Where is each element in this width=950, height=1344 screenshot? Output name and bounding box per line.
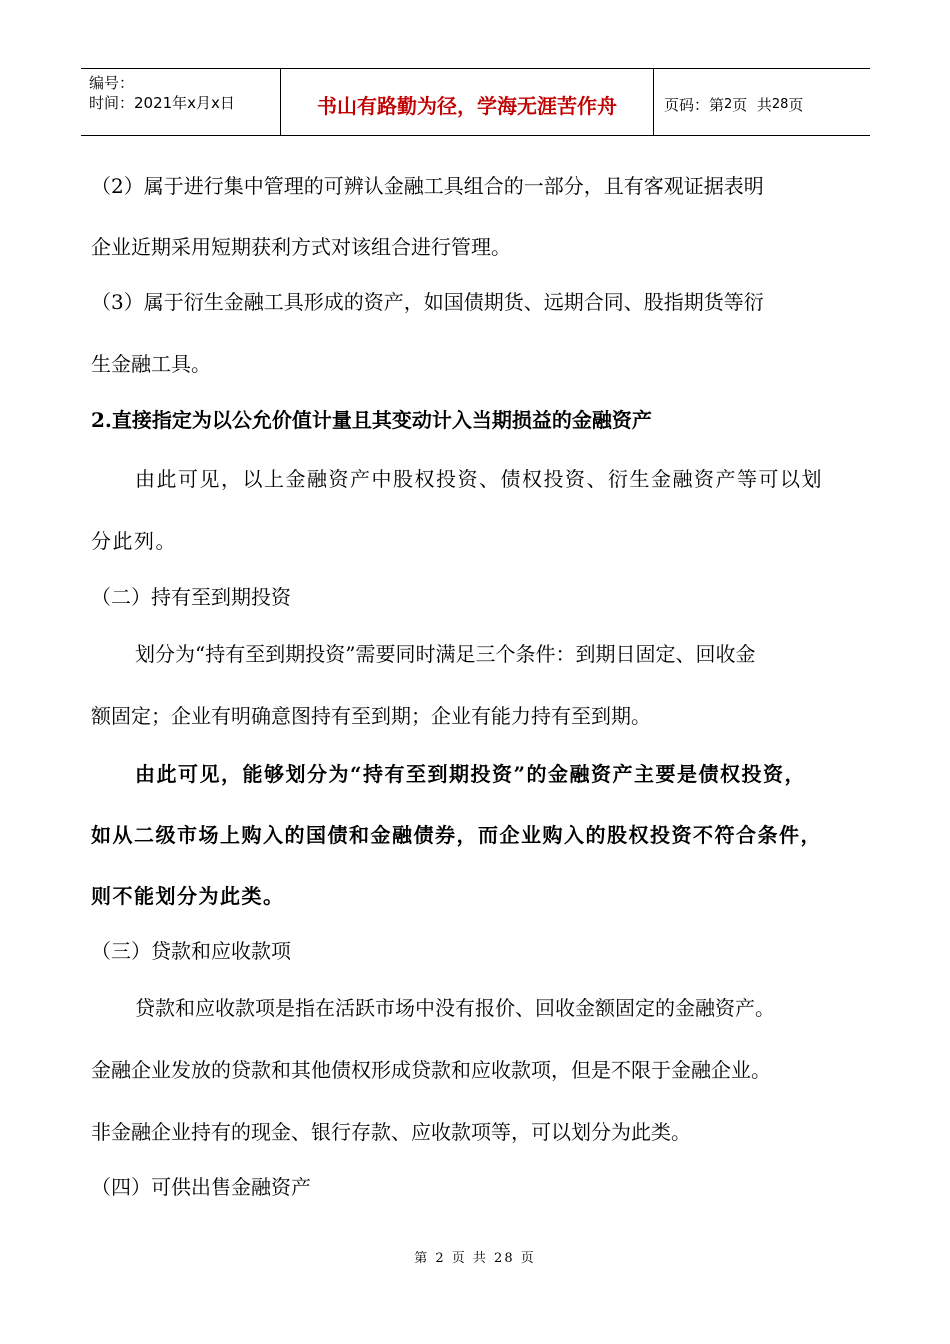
header-meta [81, 69, 281, 135]
section-heading: 2.直接指定为以公允价值计量且其变动计入当期损益的金融资产 [91, 408, 652, 432]
header-motto: 书山有路勤为径，学海无涯苦作舟 [281, 69, 654, 135]
page-total: 28 [771, 96, 789, 112]
paragraph-line: 企业近期采用短期获利方式对该组合进行管理。 [91, 235, 511, 259]
paragraph-line: 分此列。 [91, 529, 177, 553]
page-prefix: 页码：第 [664, 95, 725, 114]
section-heading: （三）贷款和应收款项 [91, 939, 291, 963]
page-mid: 页 共 [732, 95, 772, 114]
paragraph-line: 如从二级市场上购入的国债和金融债券，而企业购入的股权投资不符合条件， [91, 823, 822, 847]
paragraph-line: 则不能划分为此类。 [91, 884, 285, 908]
page-footer: 第 2 页 共 28 页 [414, 1251, 536, 1266]
page-number: 2 [724, 96, 733, 112]
paragraph-line: 额固定；企业有明确意图持有至到期；企业有能力持有至到期。 [91, 704, 651, 728]
paragraph-line: 金融企业发放的贷款和其他债权形成贷款和应收款项，但是不限于金融企业。 [91, 1058, 771, 1082]
page-header [81, 68, 870, 136]
header-page-info [654, 69, 870, 135]
page-suffix: 页 [788, 95, 804, 114]
paragraph-line: 非金融企业持有的现金、银行存款、应收款项等，可以划分为此类。 [91, 1120, 691, 1144]
number-label: 编号： [89, 74, 135, 92]
section-heading: （二）持有至到期投资 [91, 585, 291, 609]
paragraph-line: （3）属于衍生金融工具形成的资产，如国债期货、远期合同、股指期货等衍 [91, 290, 764, 314]
paragraph-line: 贷款和应收款项是指在活跃市场中没有报价、回收金额固定的金融资产。 [135, 996, 775, 1020]
section-heading: （四）可供出售金融资产 [91, 1175, 311, 1199]
paragraph-line: 生金融工具。 [91, 352, 211, 376]
paragraph-line: （2）属于进行集中管理的可辨认金融工具组合的一部分，且有客观证据表明 [91, 174, 764, 198]
paragraph-line: 由此可见，能够划分为“持有至到期投资”的金融资产主要是债权投资， [135, 762, 807, 786]
paragraph-line: 由此可见，以上金融资产中股权投资、债权投资、衍生金融资产等可以划 [135, 467, 823, 491]
time-label: 时间：2021年x月x日 [89, 94, 235, 112]
paragraph-line: 划分为“持有至到期投资”需要同时满足三个条件：到期日固定、回收金 [135, 642, 756, 666]
